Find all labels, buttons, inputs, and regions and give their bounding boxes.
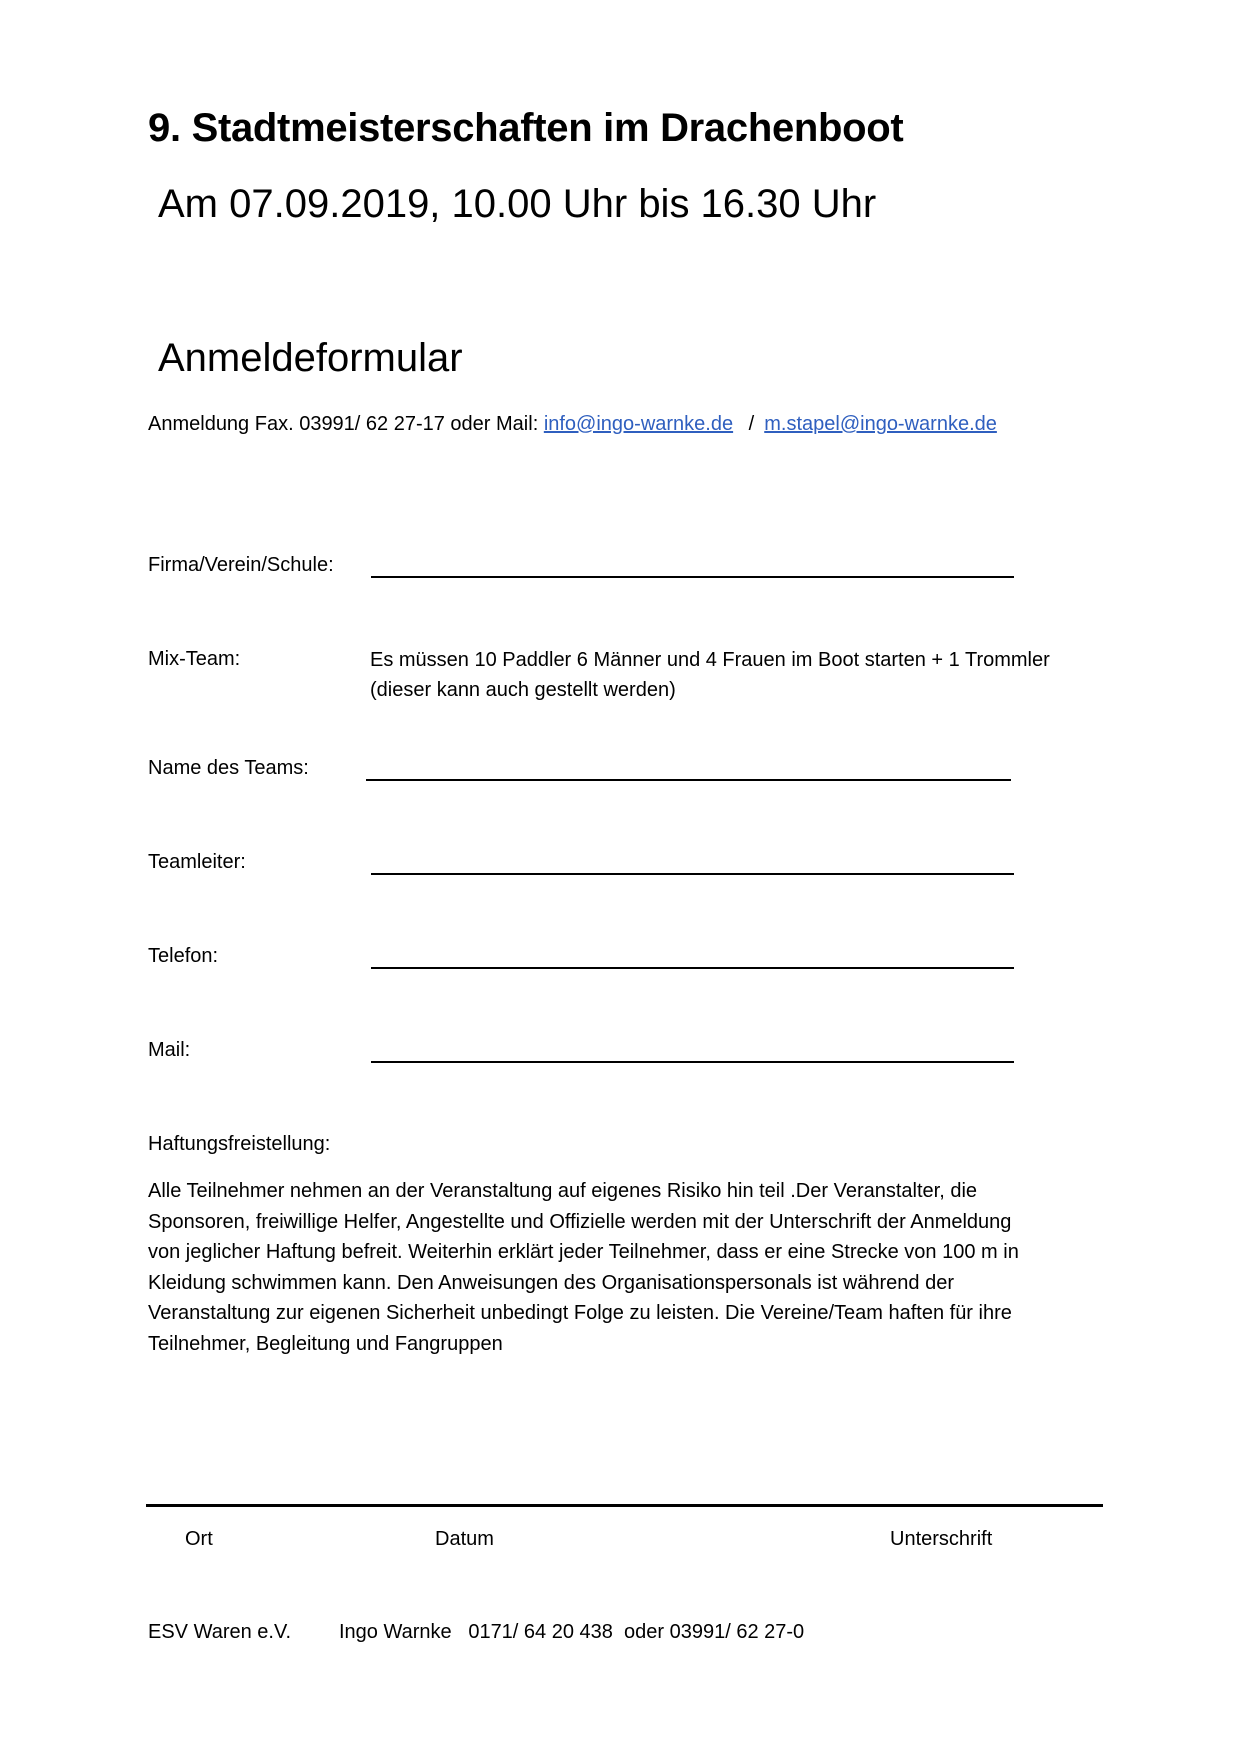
liability-heading: Haftungsfreistellung: xyxy=(148,1133,331,1155)
contact-line xyxy=(148,413,997,436)
page-title: 9. Stadtmeisterschaften im Drachenboot xyxy=(148,106,904,150)
teamleiter-label: Teamleiter: xyxy=(148,851,246,873)
team-name-label: Name des Teams: xyxy=(148,757,309,779)
email-link-info[interactable]: info@ingo-warnke.de xyxy=(543,413,734,435)
mix-team-label: Mix-Team: xyxy=(148,648,241,670)
ort-label: Ort xyxy=(185,1528,213,1550)
signature-line[interactable] xyxy=(146,1504,1103,1507)
email-link-stapel[interactable]: m.stapel@ingo-warnke.de xyxy=(764,413,997,435)
liability-line: Veranstaltung zur eigenen Sicherheit unbedingt Folge zu leisten. Die Vereine/Team haften für ihre xyxy=(148,1302,1012,1324)
firma-input-line[interactable] xyxy=(371,576,1014,578)
email-separator: / xyxy=(748,413,755,435)
liability-line: Alle Teilnehmer nehmen an der Veranstaltung auf eigenes Risiko hin teil .Der Veranstalter, die xyxy=(148,1180,978,1202)
mail-label: Mail: xyxy=(148,1039,191,1061)
footer-club: ESV Waren e.V. xyxy=(148,1621,292,1643)
datum-label: Datum xyxy=(435,1528,494,1550)
telefon-input-line[interactable] xyxy=(371,967,1014,969)
contact-prefix: Anmeldung Fax. 03991/ 62 27-17 oder Mail: xyxy=(148,413,539,435)
teamleiter-input-line[interactable] xyxy=(371,873,1014,875)
mix-team-text-line-2: (dieser kann auch gestellt werden) xyxy=(370,679,676,701)
liability-line: Kleidung schwimmen kann. Den Anweisungen des Organisationspersonals ist während der xyxy=(148,1271,955,1294)
form-title: Anmeldeformular xyxy=(158,336,463,380)
mix-team-description xyxy=(370,645,1100,705)
event-date: Am 07.09.2019, 10.00 Uhr bis 16.30 Uhr xyxy=(158,182,877,226)
liability-line: von jeglicher Haftung befreit. Weiterhin erklärt jeder Teilnehmer, dass er eine Strecke von 100 m in xyxy=(148,1241,1019,1263)
mail-input-line[interactable] xyxy=(371,1061,1014,1063)
unterschrift-label: Unterschrift xyxy=(890,1528,993,1550)
firma-label: Firma/Verein/Schule: xyxy=(148,554,334,576)
liability-paragraph xyxy=(148,1176,1108,1359)
team-name-input-line[interactable] xyxy=(366,779,1011,781)
telefon-label: Telefon: xyxy=(148,945,219,967)
liability-line: Sponsoren, freiwillige Helfer, Angestellte und Offizielle werden mit der Unterschrift der Anmeldung xyxy=(148,1210,1012,1233)
footer-contact: Ingo Warnke 0171/ 64 20 438 oder 03991/ 62 27-0 xyxy=(339,1621,805,1643)
mix-team-text-line-1: Es müssen 10 Paddler 6 Männer und 4 Frauen im Boot starten + 1 Trommler xyxy=(370,649,1050,671)
liability-line: Teilnehmer, Begleitung und Fangruppen xyxy=(148,1332,503,1355)
